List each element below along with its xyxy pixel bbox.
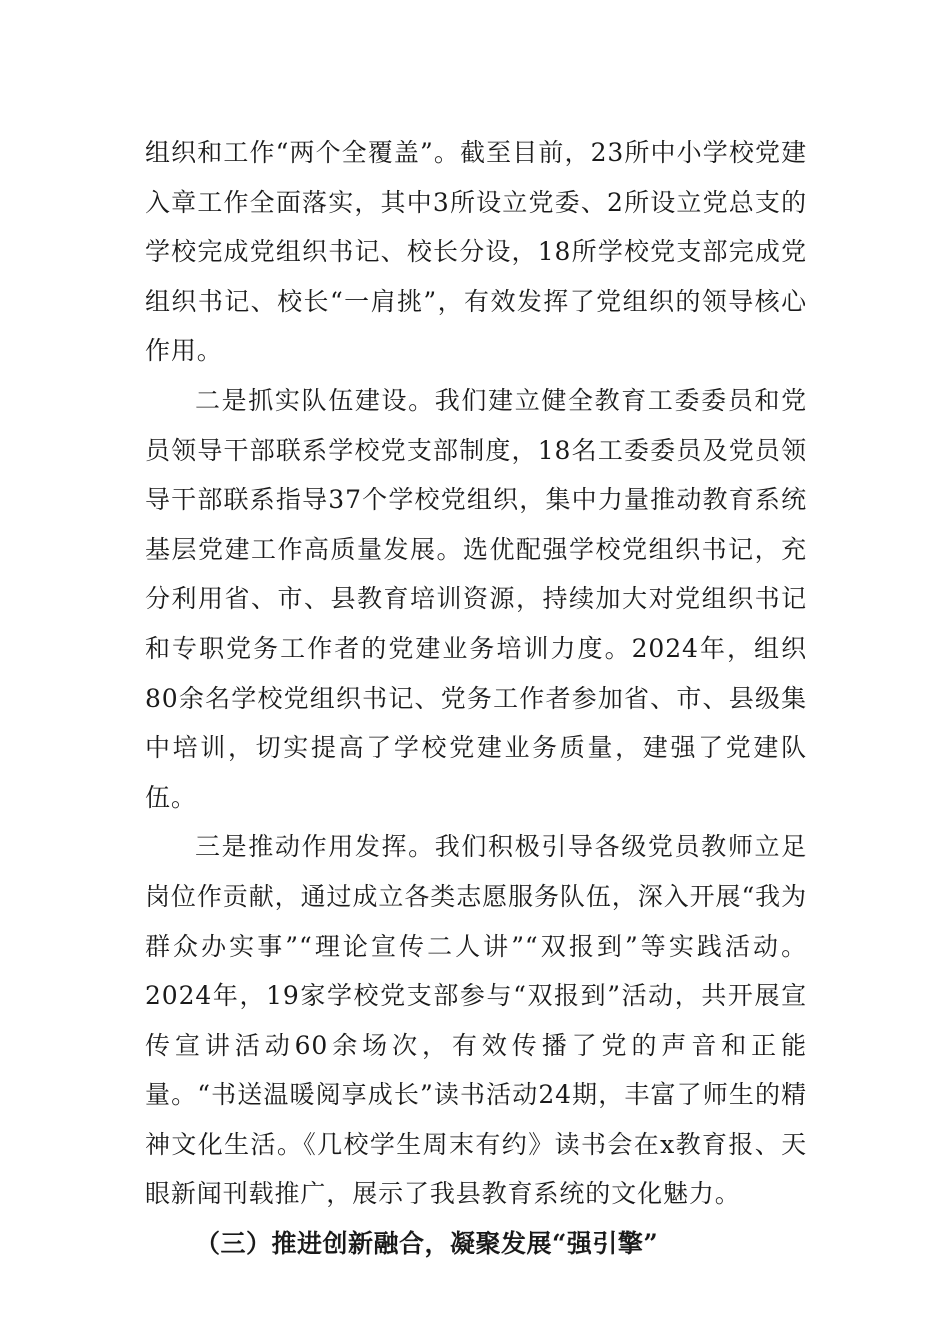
document-body (145, 128, 807, 1269)
paragraph-team-building: 二是抓实队伍建设。我们建立健全教育工委委员和党员领导干部联系学校党支部制度，18名工委委员及党员领导干部联系指导37个学校党组织，集中力量推动教育系统基层党建工作高质量发展。选优配强学校党组织书记，充分利用省、市、县教育培训资源，持续加大对党组织书记和专职党务工作者的党建业务培训力度。2024年，组织80余名学校党组织书记、党务工作者参加省、市、县级集中培训，切实提高了学校党建业务质量，建强了党建队伍。 (145, 385, 807, 812)
paragraph-role-play: 三是推动作用发挥。我们积极引导各级党员教师立足岗位作贡献，通过成立各类志愿服务队伍，深入开展“我为群众办实事”“理论宣传二人讲”“双报到”等实践活动。2024年，19家学校党支部参与“双报到”活动，共开展宣传宣讲活动60余场次，有效传播了党的声音和正能量。“书送温暖阅享成长”读书活动24期，丰富了师生的精神文化生活。《几校学生周末有约》读书会在x教育报、天眼新闻刊载推广，展示了我县教育系统的文化魅力。 (145, 832, 807, 1209)
paragraph-continuation: 组织和工作“两个全覆盖”。截至目前，23所中小学校党建入章工作全面落实，其中3所设立党委、2所设立党总支的学校完成党组织书记、校长分设，18所学校党支部完成党组织书记、校长“一肩挑”，有效发挥了党组织的领导核心作用。 (145, 138, 807, 366)
section-heading: （三）推进创新融合，凝聚发展“强引擎” (195, 1229, 659, 1259)
